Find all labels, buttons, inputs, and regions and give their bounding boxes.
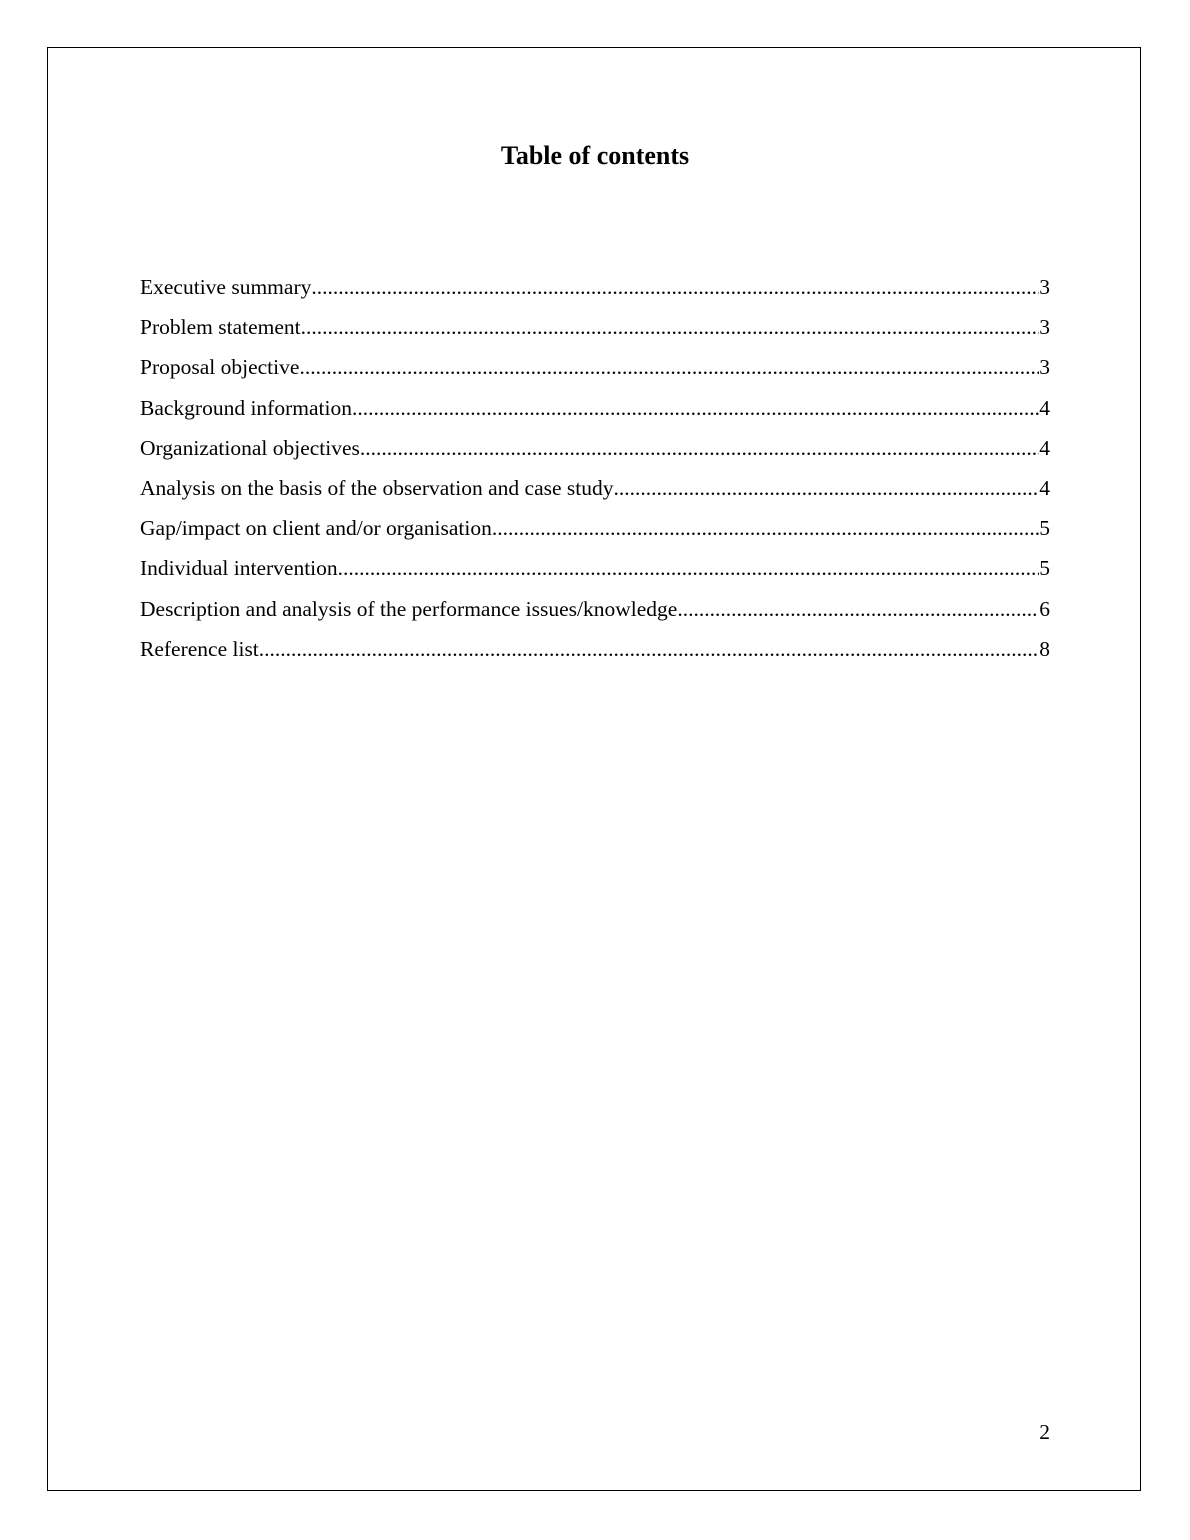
toc-dot-leader xyxy=(492,513,1039,543)
toc-dot-leader xyxy=(614,473,1040,503)
toc-entry[interactable] xyxy=(140,433,1050,473)
toc-entry-label: Reference list xyxy=(140,636,259,661)
toc-entry-page: 5 xyxy=(1039,556,1050,581)
toc-entry[interactable] xyxy=(140,473,1050,513)
toc-entry[interactable] xyxy=(140,513,1050,553)
table-of-contents xyxy=(140,272,1050,674)
toc-entry[interactable] xyxy=(140,352,1050,392)
toc-entry[interactable] xyxy=(140,312,1050,352)
toc-entry-page: 3 xyxy=(1039,275,1050,299)
toc-entry-page: 6 xyxy=(1039,596,1050,621)
toc-entry-page: 3 xyxy=(1039,315,1050,340)
toc-entry-label: Proposal objective xyxy=(140,355,300,380)
toc-entry-page: 5 xyxy=(1039,516,1050,541)
toc-entry-page: 3 xyxy=(1039,355,1050,380)
toc-entry[interactable] xyxy=(140,634,1050,674)
toc-dot-leader xyxy=(311,272,1039,302)
toc-entry-page: 8 xyxy=(1039,636,1050,661)
page-border xyxy=(47,47,1141,1491)
toc-entry-page: 4 xyxy=(1039,395,1050,420)
page-number: 2 xyxy=(1039,1420,1050,1444)
toc-entry-label: Executive summary xyxy=(140,275,312,299)
page-title: Table of contents xyxy=(500,141,690,170)
toc-dot-leader xyxy=(338,553,1040,583)
toc-entry[interactable] xyxy=(140,393,1050,433)
toc-entry[interactable] xyxy=(140,272,1050,312)
toc-entry-page: 4 xyxy=(1039,435,1050,460)
toc-entry-label: Individual intervention xyxy=(140,556,338,581)
toc-dot-leader xyxy=(677,594,1039,624)
toc-entry-label: Organizational objectives xyxy=(140,435,360,460)
toc-dot-leader xyxy=(360,433,1039,463)
toc-entry-label: Background information xyxy=(140,395,352,420)
toc-dot-leader xyxy=(352,393,1039,423)
toc-entry[interactable] xyxy=(140,594,1050,634)
toc-entry-page: 4 xyxy=(1039,475,1050,500)
toc-entry[interactable] xyxy=(140,553,1050,593)
toc-entry-label: Analysis on the basis of the observation and case study xyxy=(140,475,614,500)
toc-entry-label: Gap/impact on client and/or organisation xyxy=(140,516,492,541)
toc-dot-leader xyxy=(301,312,1040,342)
toc-dot-leader xyxy=(299,352,1039,382)
toc-entry-label: Description and analysis of the performance issues/knowledge xyxy=(140,596,678,621)
toc-entry-label: Problem statement xyxy=(140,315,301,340)
toc-dot-leader xyxy=(259,634,1039,664)
